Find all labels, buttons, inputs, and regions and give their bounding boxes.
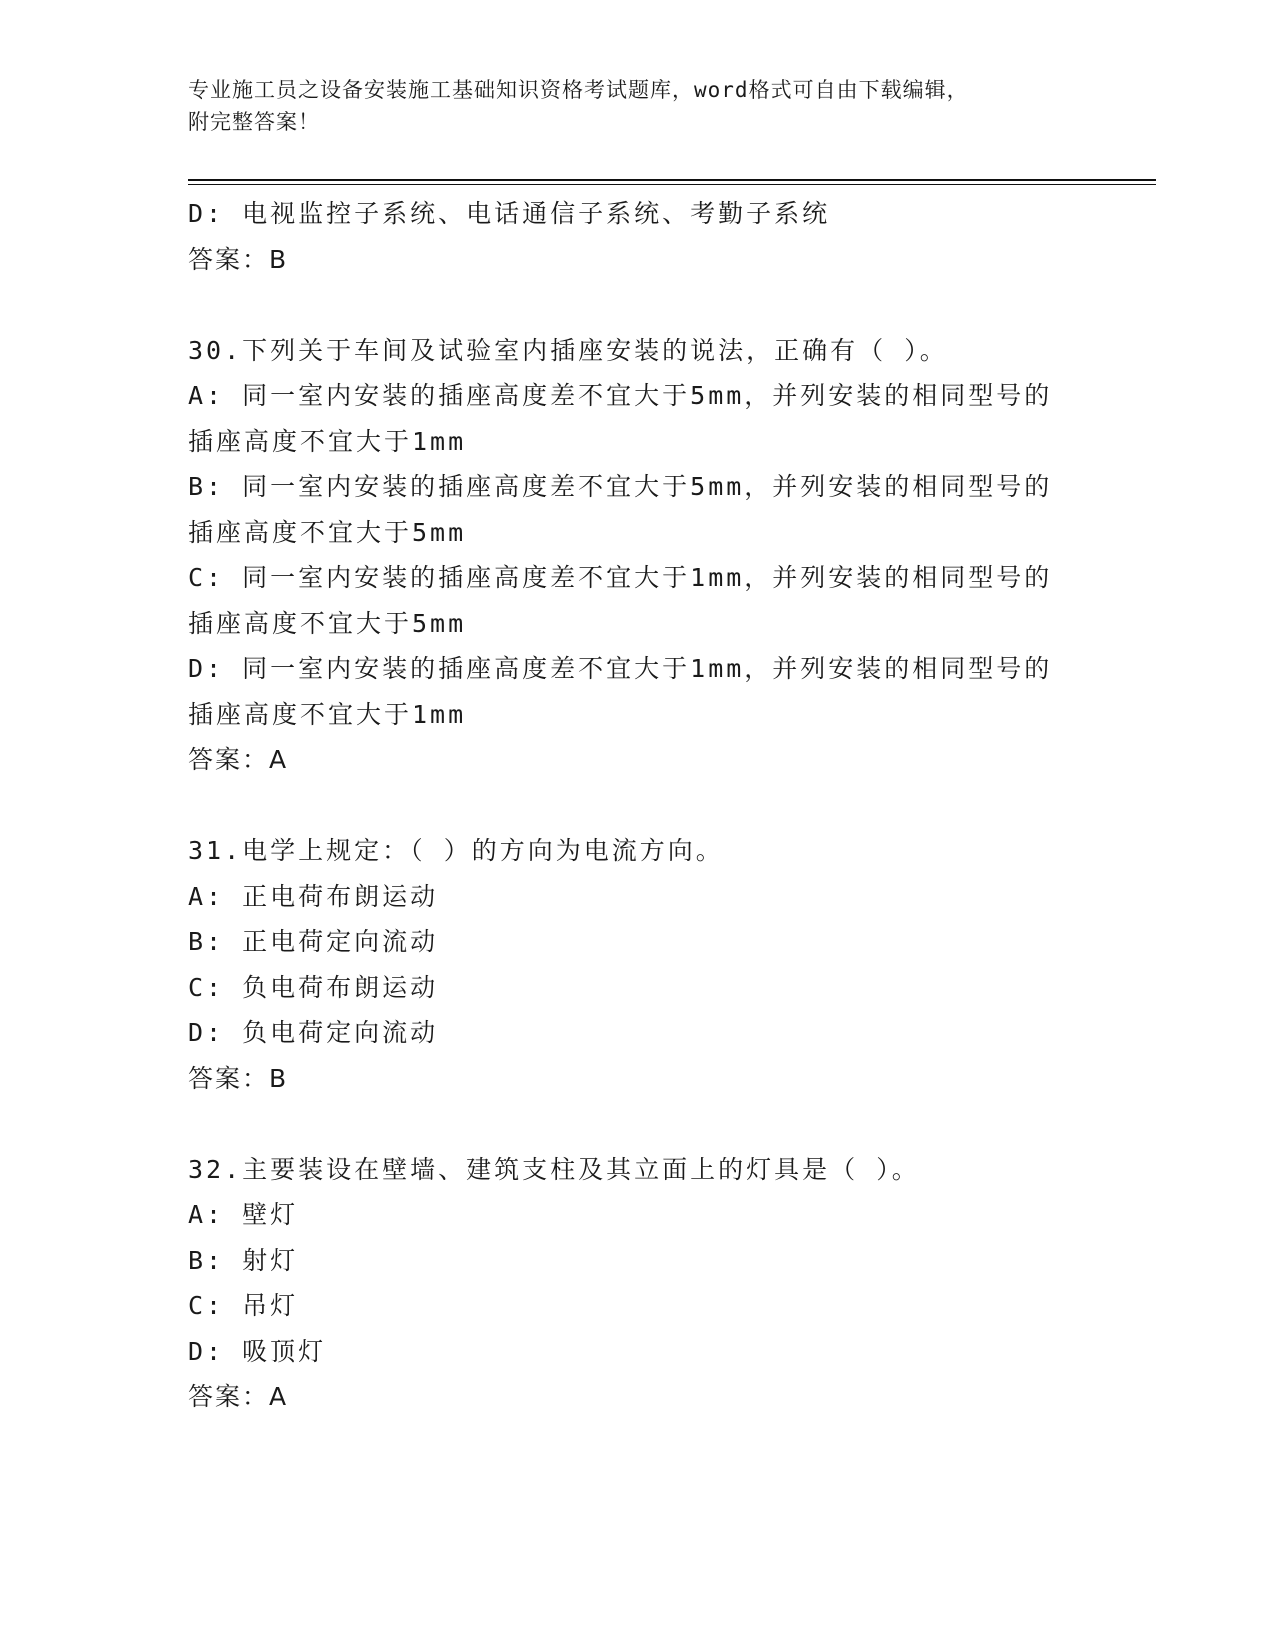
spacer [188,282,1088,328]
header-divider-thick [188,179,1156,181]
option-c: C: 负电荷布朗运动 [188,972,439,1002]
option-d: D: 负电荷定向流动 [188,1018,439,1047]
option-a-continued: 插座高度不宜大于1mm [188,426,467,456]
header-line-1: 专业施工员之设备安装施工基础知识资格考试题库，word格式可自由下载编辑， [188,78,969,102]
option-c-continued: 插座高度不宜大于5mm [188,608,467,638]
question-stem: 30.下列关于车间及试验室内插座安装的说法，正确有（ ）。 [188,335,948,365]
option-b: B: 同一室内安装的插座高度差不宜大于5mm，并列安装的相同型号的 [188,472,1053,501]
answer: 答案：A [188,745,289,774]
question-31 [188,828,1088,1101]
question-stem: 31.电学上规定：（ ）的方向为电流方向。 [188,836,724,865]
question-29-fragment [188,191,1088,282]
option-a: A: 正电荷布朗运动 [188,881,439,911]
question-list [188,191,1088,1420]
header-line-2: 附完整答案！ [188,110,320,134]
option-c: C: 吊灯 [188,1291,299,1320]
question-stem: 32.主要装设在壁墙、建筑支柱及其立面上的灯具是（ ）。 [188,1154,920,1184]
option-a: A: 同一室内安装的插座高度差不宜大于5mm，并列安装的相同型号的 [188,381,1053,410]
option-b: B: 正电荷定向流动 [188,927,439,956]
question-30 [188,328,1088,783]
option-b-continued: 插座高度不宜大于5mm [188,517,467,547]
page-header [188,74,1068,138]
option-d-continued: 插座高度不宜大于1mm [188,699,467,729]
answer: 答案：B [188,244,289,274]
option-c: C: 同一室内安装的插座高度差不宜大于1mm，并列安装的相同型号的 [188,563,1053,592]
spacer [188,783,1088,829]
option-b: B: 射灯 [188,1245,299,1275]
header-divider-thin [188,184,1156,185]
option-a: A: 壁灯 [188,1200,299,1229]
option-d: D: 同一室内安装的插座高度差不宜大于1mm，并列安装的相同型号的 [188,654,1053,683]
option-d: D: 电视监控子系统、电话通信子系统、考勤子系统 [188,199,831,228]
question-32 [188,1147,1088,1420]
answer: 答案：A [188,1382,289,1411]
option-d: D: 吸顶灯 [188,1336,327,1366]
answer: 答案：B [188,1063,289,1093]
spacer [188,1101,1088,1147]
